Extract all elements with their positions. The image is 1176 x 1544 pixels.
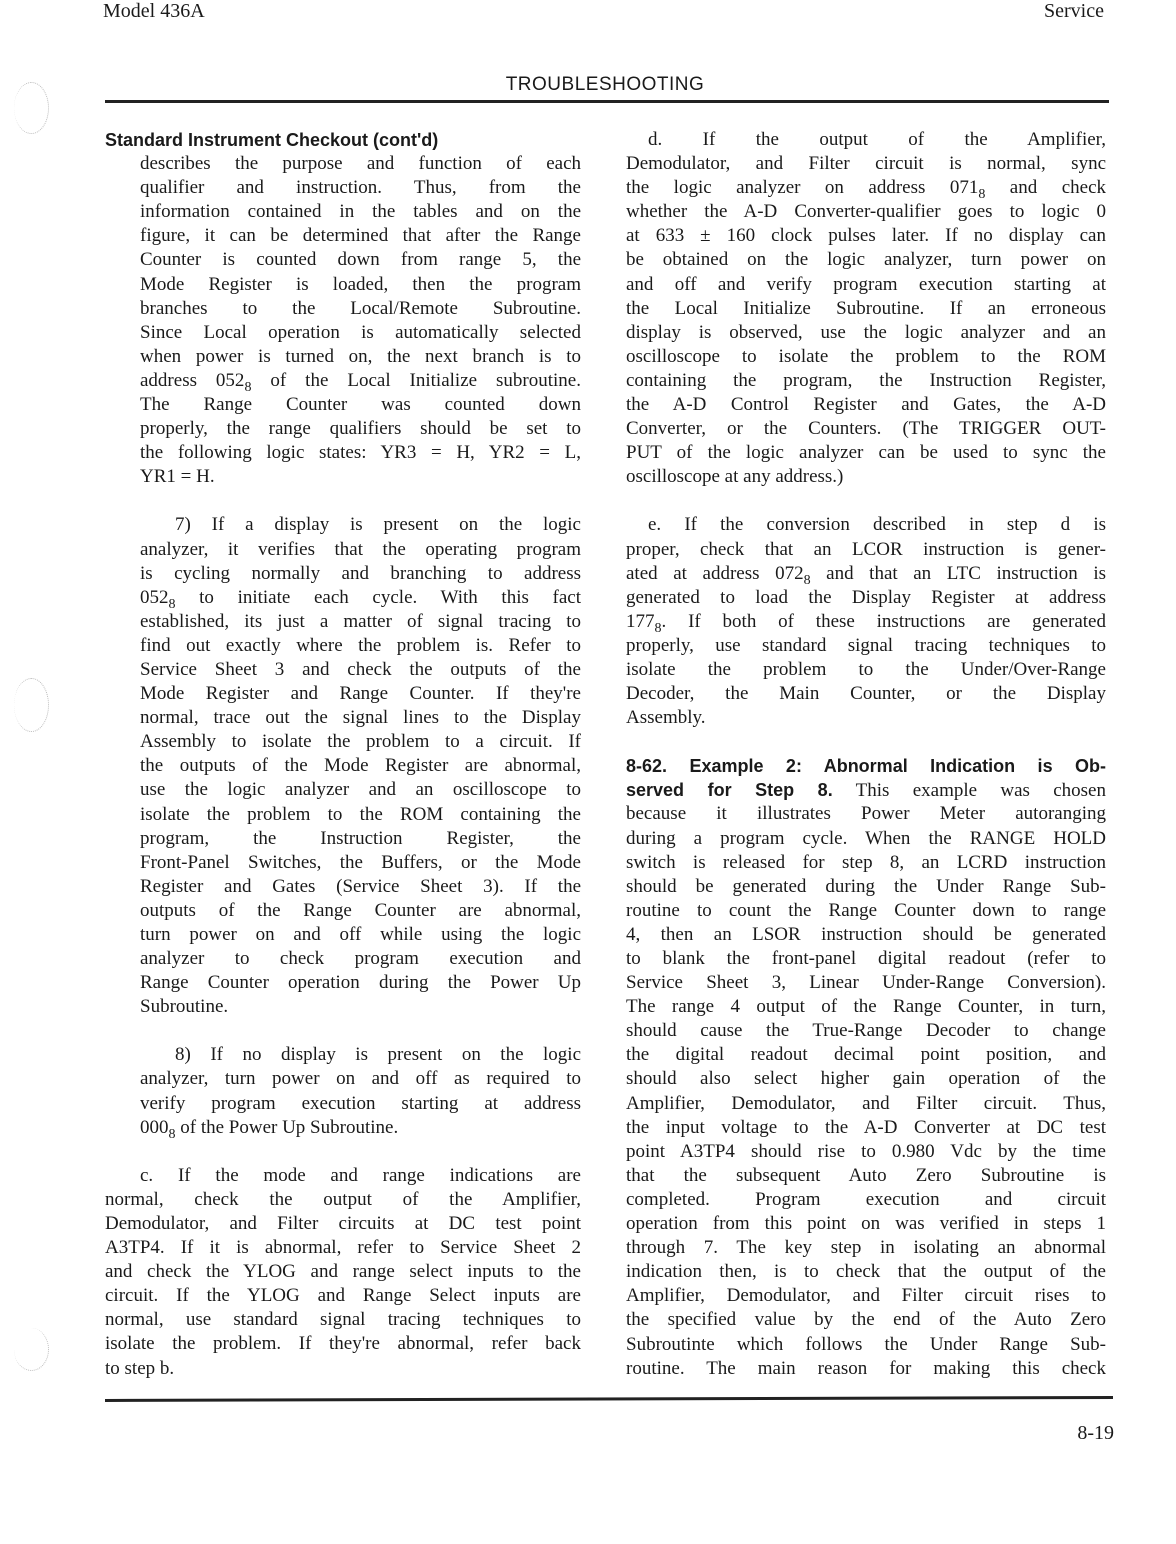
- text-line: whether the A-D Converter-qualifier goes to logic 0: [626, 201, 1106, 223]
- text-line: Subroutine.: [140, 996, 229, 1018]
- text-line: is cycling normally and branching to address: [140, 562, 581, 584]
- text-line: ated at address $072_8$ and that an LTC instruction is: [626, 562, 1106, 588]
- text-line: Range Counter operation during the Power Up: [140, 972, 581, 994]
- binder-hole-mark: [14, 1328, 49, 1371]
- header-section: Service: [1044, 0, 1104, 22]
- text-line: Counter is counted down from range 5, the: [140, 249, 581, 271]
- example-heading-line2-bold: served for Step 8.: [626, 780, 833, 801]
- text-line: routine to count the Range Counter down to range: [626, 899, 1106, 921]
- text-line: and off and verify program execution starting at: [626, 273, 1106, 295]
- text-line: the outputs of the Mode Register are abnormal,: [140, 755, 581, 777]
- text-line: the following logic states: YR3 = H, YR2 = L,: [140, 442, 581, 464]
- text-line: completed. Program execution and circuit: [626, 1188, 1106, 1210]
- text-line: the digital readout decimal point position, and: [626, 1044, 1106, 1066]
- paragraph-continuation: [105, 152, 581, 489]
- text-line: analyzer, it verifies that the operating program: [140, 538, 581, 560]
- text-line: through 7. The key step in isolating an abnormal: [626, 1237, 1106, 1259]
- text-line: figure, it can be determined that after the Range: [140, 225, 581, 247]
- text-line: routine. The main reason for making this check: [626, 1357, 1106, 1379]
- paragraph-step-8: [105, 1043, 581, 1142]
- text-line: find out exactly where the problem is. Refer to: [140, 634, 581, 656]
- text-line: established, its just a matter of signal tracing to: [140, 610, 581, 632]
- text-line: oscilloscope to isolate the problem to the ROM: [626, 345, 1106, 367]
- text-line: the logic analyzer on address $071_8$ and check: [626, 177, 1107, 203]
- text-line: PUT of the logic analyzer can be used to sync the: [626, 442, 1106, 464]
- text-line: Subroutinte which follows the Under Range Sub-: [626, 1333, 1106, 1355]
- text-line: normal, use standard signal tracing techniques to: [105, 1309, 581, 1331]
- text-line: 7) If a display is present on the logic: [175, 514, 581, 536]
- text-line: oscilloscope at any address.): [626, 466, 844, 488]
- text-line: analyzer to check program execution and: [140, 948, 581, 970]
- text-line: should also select higher gain operation of the: [626, 1068, 1106, 1090]
- text-line: Amplifier, Demodulator, and Filter circuit rises to: [626, 1285, 1106, 1307]
- left-column: [105, 128, 581, 1405]
- text-line: describes the purpose and function of each: [140, 153, 581, 175]
- paragraph-step-d: [626, 128, 1106, 489]
- text-line: during a program cycle. When the RANGE HOLD: [626, 827, 1106, 849]
- example-body: [626, 802, 1106, 1380]
- text-line: Mode Register and Range Counter. If they're: [140, 683, 581, 705]
- paragraph-step-7: [105, 513, 581, 1019]
- text-line: containing the program, the Instruction Register,: [626, 369, 1106, 391]
- paragraph-step-e: [626, 513, 1106, 730]
- text-line: The range 4 output of the Range Counter, in turn,: [626, 996, 1106, 1018]
- section-heading: Standard Instrument Checkout (cont'd): [105, 130, 439, 150]
- text-line: Demodulator, and Filter circuits at DC test point: [105, 1212, 581, 1234]
- text-line: generated to load the Display Register at address: [626, 586, 1106, 608]
- text-line: 8) If no display is present on the logic: [175, 1044, 581, 1066]
- text-line: verify program execution starting at address: [140, 1092, 581, 1114]
- binder-hole-mark: [14, 678, 49, 732]
- text-line: $052_8$ to initiate each cycle. With this fact: [140, 586, 581, 612]
- text-line: information contained in the tables and on the: [140, 201, 581, 223]
- text-line: indication then, is to check that the output of the: [626, 1261, 1106, 1283]
- text-line: d. If the output of the Amplifier,: [648, 129, 1106, 150]
- text-line: A3TP4. If it is abnormal, refer to Service Sheet 2: [105, 1237, 581, 1259]
- text-line: should cause the True-Range Decoder to change: [626, 1020, 1106, 1042]
- text-line: outputs of the Range Counter are abnormal,: [140, 899, 581, 921]
- binder-hole-mark: [14, 82, 49, 134]
- text-line: Assembly to isolate the problem to a circuit. If: [140, 731, 581, 753]
- text-line: be obtained on the logic analyzer, turn power on: [626, 249, 1106, 271]
- text-line: and check the YLOG and range select inputs to the: [105, 1261, 581, 1283]
- text-line: Decoder, the Main Counter, or the Display: [626, 683, 1106, 705]
- text-line: Amplifier, Demodulator, and Filter circuit. Thus,: [626, 1092, 1106, 1114]
- page-title: TROUBLESHOOTING: [505, 74, 705, 95]
- text-line: Register and Gates (Service Sheet 3). If the: [140, 875, 581, 897]
- text-line: Assembly.: [626, 707, 706, 729]
- text-line: c. If the mode and range indications are: [140, 1164, 581, 1186]
- text-line: proper, check that an LCOR instruction is gener-: [626, 538, 1106, 560]
- text-line: YR1 = H.: [140, 466, 215, 488]
- text-line: $000_8$ of the Power Up Subroutine.: [140, 1116, 399, 1142]
- example-heading-line1: 8-62. Example 2: Abnormal Indication is Ob-: [626, 756, 1106, 777]
- text-line: should be generated during the Under Range Sub-: [626, 875, 1106, 897]
- text-line: properly, the range qualifiers should be set to: [140, 418, 581, 440]
- text-line: operation from this point on was verified in steps 1: [626, 1213, 1106, 1235]
- text-line: Since Local operation is automatically selected: [140, 321, 581, 343]
- text-line: branches to the Local/Remote Subroutine.: [140, 297, 581, 319]
- text-line: e. If the conversion described in step d is: [648, 514, 1106, 536]
- text-line: the specified value by the end of the Auto Zero: [626, 1309, 1106, 1331]
- example-heading-line2: [626, 778, 1106, 802]
- text-line: because it illustrates Power Meter autoranging: [626, 803, 1106, 825]
- text-line: analyzer, turn power on and off as required to: [140, 1068, 581, 1090]
- text-line: Converter, or the Counters. (The TRIGGER OUT-: [626, 418, 1106, 440]
- text-line: when power is turned on, the next branch is to: [140, 345, 581, 367]
- text-line: qualifier and instruction. Thus, from the: [140, 177, 581, 199]
- text-line: switch is released for step 8, an LCRD instruction: [626, 851, 1106, 873]
- text-line: to blank the front-panel digital readout (refer to: [626, 948, 1106, 969]
- text-line: the input voltage to the A-D Converter at DC test: [626, 1116, 1106, 1138]
- text-line: that the subsequent Auto Zero Subroutine is: [626, 1164, 1106, 1186]
- text-line: isolate the problem to the Under/Over-Range: [626, 658, 1106, 680]
- paragraph-step-c: [105, 1164, 581, 1381]
- text-line: point A3TP4 should rise to 0.980 Vdc by the time: [626, 1140, 1106, 1162]
- text-line: isolate the problem. If they're abnormal, refer back: [105, 1333, 581, 1355]
- text-line: Service Sheet 3 and check the outputs of the: [140, 658, 581, 680]
- text-line: turn power on and off while using the logic: [140, 924, 581, 945]
- text-line: circuit. If the YLOG and Range Select inputs are: [105, 1285, 581, 1307]
- text-line: use the logic analyzer and an oscilloscope to: [140, 779, 581, 801]
- text-line: Mode Register is loaded, then the program: [140, 273, 581, 295]
- header-model: Model 436A: [103, 0, 205, 22]
- header-rule: [105, 100, 1109, 103]
- text-line: display is observed, use the logic analyzer and an: [626, 321, 1106, 343]
- right-column: [626, 128, 1106, 1405]
- text-line: address $052_8$ of the Local Initialize subroutine.: [140, 369, 581, 395]
- paragraph-example-2: [626, 754, 1106, 1380]
- text-line: normal, check the output of the Amplifier,: [105, 1188, 581, 1210]
- text-line: $177_8$. If both of these instructions are generated: [626, 610, 1106, 636]
- text-line: the Local Initialize Subroutine. If an erroneous: [626, 297, 1106, 319]
- text-line: normal, trace out the signal lines to the Display: [140, 707, 581, 729]
- text-line: The Range Counter was counted down: [140, 394, 581, 416]
- text-line: the A-D Control Register and Gates, the A-D: [626, 394, 1106, 416]
- text-line: to step b.: [105, 1357, 175, 1379]
- text-line: 4, then an LSOR instruction should be generated: [626, 923, 1106, 945]
- text-line: at 633 ± 160 clock pulses later. If no display can: [626, 225, 1106, 247]
- text-line: isolate the problem to the ROM containing the: [140, 803, 581, 825]
- text-line: Service Sheet 3, Linear Under-Range Conversion).: [626, 972, 1106, 994]
- text-line: program, the Instruction Register, the: [140, 827, 581, 849]
- text-line: properly, use standard signal tracing techniques to: [626, 634, 1106, 656]
- text-line: Demodulator, and Filter circuit is normal, sync: [626, 153, 1106, 175]
- text-line: Front-Panel Switches, the Buffers, or the Mode: [140, 851, 581, 873]
- page-number: 8-19: [1077, 1422, 1114, 1444]
- example-heading-line2-text: This example was chosen: [832, 780, 1106, 802]
